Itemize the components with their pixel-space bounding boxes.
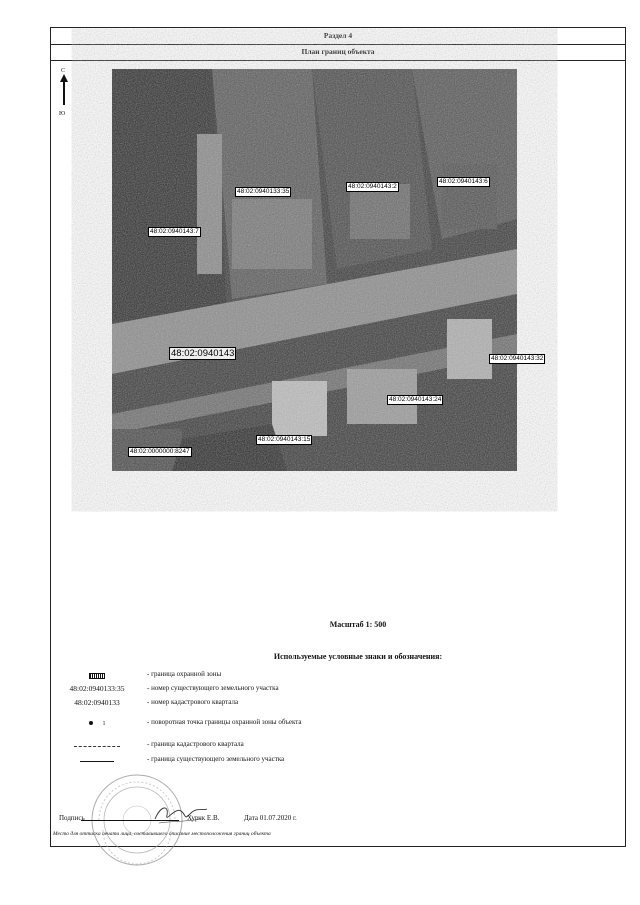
turning-point-icon xyxy=(89,721,93,725)
legend-row xyxy=(51,684,627,696)
legend-symbol xyxy=(51,718,143,727)
solid-line-icon xyxy=(80,761,114,762)
parcel-label: 48:02:0940143:15 xyxy=(258,436,311,443)
aerial-photo xyxy=(112,69,517,471)
map-scale: Масштаб 1: 500 xyxy=(329,620,387,629)
legend-symbol xyxy=(51,670,143,681)
arrow-shaft xyxy=(63,77,65,105)
legend-description: - номер кадастрового квартала xyxy=(147,698,239,706)
signature-line xyxy=(81,820,179,821)
protection-zone-border-icon xyxy=(89,673,105,679)
page-title: План границ объекта xyxy=(51,44,625,61)
parcel-label: 48:02:0940133:35 xyxy=(237,188,290,195)
section-header: Раздел 4 xyxy=(51,28,625,45)
legend-row xyxy=(51,740,627,752)
parcel-label: 48:02:0940143:32 xyxy=(491,355,544,362)
legend-row xyxy=(51,670,627,682)
legend-title: Используемые условные знаки и обозначения: xyxy=(273,652,443,661)
legend-description: - граница охранной зоны xyxy=(147,670,222,678)
parcel-label: 48:02:0940143:24 xyxy=(389,396,442,403)
legend-description: - номер существующего земельного участка xyxy=(147,684,279,692)
legend-row xyxy=(51,698,627,710)
parcel-label: 48:02:0940143:7 xyxy=(150,228,199,235)
parcel-label: 48:02:0940143:6 xyxy=(439,178,488,185)
legend-symbol: 48:02:0940133 xyxy=(74,698,120,707)
compass-north-label: С xyxy=(61,68,66,74)
north-arrow-icon xyxy=(57,68,73,118)
cadastral-quarter-label: 48:02:0940143 xyxy=(171,348,235,359)
signature-label: Подпись xyxy=(59,814,85,822)
stamp-caption: Место для оттиска печати лица, составившего описание местоположения границ объекта xyxy=(53,831,271,837)
legend-row xyxy=(51,755,627,767)
legend-description: - поворотная точка границы охранной зоны объекта xyxy=(147,718,302,726)
legend-description: - граница кадастрового квартала xyxy=(147,740,244,748)
signer-name: Хурчк Е.В. xyxy=(187,814,220,822)
parcel-label: 48:02:0940143:2 xyxy=(348,183,397,190)
compass-south-label: Ю xyxy=(59,111,66,117)
turning-point-number: 1 xyxy=(102,721,106,727)
legend-symbol: 48:02:0940133:35 xyxy=(69,684,125,693)
legend-description: - граница существующего земельного участка xyxy=(147,755,285,763)
legend-symbol xyxy=(51,755,143,764)
signature-date: Дата 01.07.2020 г. xyxy=(244,814,297,822)
dashed-line-icon xyxy=(74,746,120,747)
legend-symbol xyxy=(51,740,143,749)
aerial-map xyxy=(112,69,544,471)
legend-row xyxy=(51,718,627,730)
document-frame xyxy=(50,27,626,847)
parcel-label: 48:02:0000000:8247 xyxy=(130,448,190,455)
